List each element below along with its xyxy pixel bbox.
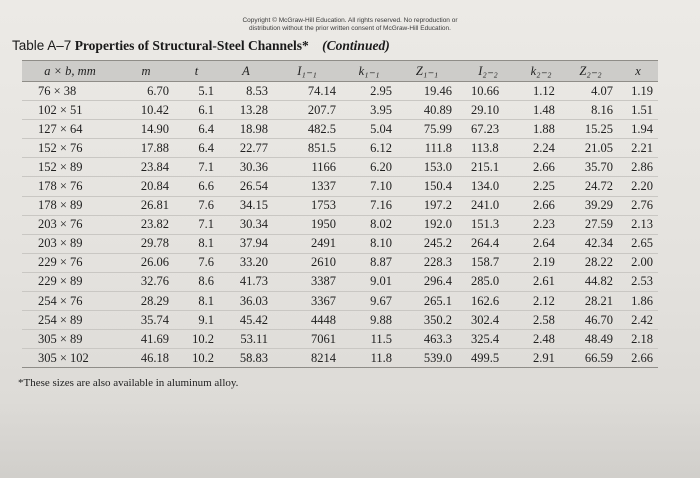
value-cell: 41.73: [219, 272, 273, 291]
size-cell: 254 × 76: [22, 292, 118, 311]
value-cell: 2.61: [519, 272, 563, 291]
value-cell: 1166: [273, 158, 341, 177]
table-body: [22, 82, 658, 368]
table-row: [22, 82, 658, 101]
value-cell: 37.94: [219, 234, 273, 253]
value-cell: 150.4: [397, 177, 457, 196]
value-cell: 10.42: [118, 101, 174, 120]
value-cell: 2.86: [618, 158, 658, 177]
value-cell: 4448: [273, 311, 341, 330]
value-cell: 2.95: [341, 82, 397, 101]
footnote: *These sizes are also available in aluminum alloy.: [18, 377, 239, 389]
size-cell: 305 × 89: [22, 330, 118, 349]
size-cell: 203 × 89: [22, 234, 118, 253]
value-cell: 7.6: [174, 253, 219, 272]
value-cell: 2.48: [519, 330, 563, 349]
value-cell: 10.2: [174, 349, 219, 368]
value-cell: 1.86: [618, 292, 658, 311]
value-cell: 7.16: [341, 196, 397, 215]
value-cell: 111.8: [397, 139, 457, 158]
value-cell: 134.0: [457, 177, 519, 196]
table-row: [22, 234, 658, 253]
size-cell: 203 × 76: [22, 215, 118, 234]
value-cell: 26.54: [219, 177, 273, 196]
table-title: [12, 38, 390, 54]
value-cell: 21.05: [563, 139, 618, 158]
value-cell: 6.20: [341, 158, 397, 177]
copyright-line-1: Copyright © McGraw-Hill Education. All rights reserved. No reproduction or: [242, 17, 458, 24]
value-cell: 2.24: [519, 139, 563, 158]
value-cell: 482.5: [273, 120, 341, 139]
value-cell: 5.04: [341, 120, 397, 139]
value-cell: 35.74: [118, 311, 174, 330]
value-cell: 8.02: [341, 215, 397, 234]
value-cell: 6.1: [174, 101, 219, 120]
value-cell: 207.7: [273, 101, 341, 120]
value-cell: 153.0: [397, 158, 457, 177]
value-cell: 2.76: [618, 196, 658, 215]
value-cell: 14.90: [118, 120, 174, 139]
value-cell: 48.49: [563, 330, 618, 349]
table-row: [22, 177, 658, 196]
value-cell: 265.1: [397, 292, 457, 311]
size-cell: 178 × 89: [22, 196, 118, 215]
column-header: k₂₋₂: [519, 61, 563, 82]
value-cell: 35.70: [563, 158, 618, 177]
table-row: [22, 196, 658, 215]
value-cell: 2.19: [519, 253, 563, 272]
column-header: a × b, mm: [22, 61, 118, 82]
value-cell: 162.6: [457, 292, 519, 311]
value-cell: 7.6: [174, 196, 219, 215]
value-cell: 264.4: [457, 234, 519, 253]
value-cell: 241.0: [457, 196, 519, 215]
value-cell: 463.3: [397, 330, 457, 349]
column-header: Z₂₋₂: [563, 61, 618, 82]
table-row: [22, 101, 658, 120]
value-cell: 66.59: [563, 349, 618, 368]
value-cell: 1950: [273, 215, 341, 234]
table-row: [22, 272, 658, 291]
value-cell: 2.66: [618, 349, 658, 368]
value-cell: 5.1: [174, 82, 219, 101]
value-cell: 28.21: [563, 292, 618, 311]
value-cell: 42.34: [563, 234, 618, 253]
value-cell: 302.4: [457, 311, 519, 330]
value-cell: 2.23: [519, 215, 563, 234]
size-cell: 178 × 76: [22, 177, 118, 196]
value-cell: 9.88: [341, 311, 397, 330]
value-cell: 151.3: [457, 215, 519, 234]
value-cell: 499.5: [457, 349, 519, 368]
value-cell: 2.66: [519, 196, 563, 215]
value-cell: 2.42: [618, 311, 658, 330]
value-cell: 27.59: [563, 215, 618, 234]
value-cell: 2.21: [618, 139, 658, 158]
table-row: [22, 330, 658, 349]
size-cell: 76 × 38: [22, 82, 118, 101]
value-cell: 33.20: [219, 253, 273, 272]
value-cell: 539.0: [397, 349, 457, 368]
value-cell: 6.12: [341, 139, 397, 158]
value-cell: 26.81: [118, 196, 174, 215]
value-cell: 2.18: [618, 330, 658, 349]
value-cell: 46.18: [118, 349, 174, 368]
value-cell: 8.6: [174, 272, 219, 291]
size-cell: 305 × 102: [22, 349, 118, 368]
value-cell: 325.4: [457, 330, 519, 349]
value-cell: 192.0: [397, 215, 457, 234]
value-cell: 18.98: [219, 120, 273, 139]
table-row: [22, 349, 658, 368]
value-cell: 3.95: [341, 101, 397, 120]
value-cell: 1337: [273, 177, 341, 196]
size-cell: 254 × 89: [22, 311, 118, 330]
value-cell: 11.8: [341, 349, 397, 368]
value-cell: 24.72: [563, 177, 618, 196]
value-cell: 28.29: [118, 292, 174, 311]
column-header: t: [174, 61, 219, 82]
value-cell: 13.28: [219, 101, 273, 120]
table-row: [22, 292, 658, 311]
value-cell: 1.51: [618, 101, 658, 120]
value-cell: 44.82: [563, 272, 618, 291]
value-cell: 2.00: [618, 253, 658, 272]
value-cell: 2.91: [519, 349, 563, 368]
value-cell: 296.4: [397, 272, 457, 291]
value-cell: 2.12: [519, 292, 563, 311]
value-cell: 22.77: [219, 139, 273, 158]
value-cell: 4.07: [563, 82, 618, 101]
value-cell: 36.03: [219, 292, 273, 311]
value-cell: 19.46: [397, 82, 457, 101]
value-cell: 2.20: [618, 177, 658, 196]
value-cell: 1.19: [618, 82, 658, 101]
copyright-notice: [0, 17, 700, 32]
size-cell: 152 × 89: [22, 158, 118, 177]
value-cell: 1.88: [519, 120, 563, 139]
value-cell: 2.65: [618, 234, 658, 253]
value-cell: 17.88: [118, 139, 174, 158]
channels-table: [22, 60, 658, 368]
value-cell: 2.53: [618, 272, 658, 291]
value-cell: 2.64: [519, 234, 563, 253]
value-cell: 30.36: [219, 158, 273, 177]
value-cell: 2.25: [519, 177, 563, 196]
value-cell: 1.48: [519, 101, 563, 120]
value-cell: 23.82: [118, 215, 174, 234]
value-cell: 7.10: [341, 177, 397, 196]
value-cell: 10.2: [174, 330, 219, 349]
value-cell: 8.1: [174, 292, 219, 311]
value-cell: 28.22: [563, 253, 618, 272]
column-header: I₂₋₂: [457, 61, 519, 82]
value-cell: 67.23: [457, 120, 519, 139]
value-cell: 8.10: [341, 234, 397, 253]
value-cell: 8.53: [219, 82, 273, 101]
table-name: Properties of Structural-Steel Channels*: [74, 38, 309, 53]
table-row: [22, 311, 658, 330]
value-cell: 1.12: [519, 82, 563, 101]
value-cell: 34.15: [219, 196, 273, 215]
value-cell: 6.4: [174, 120, 219, 139]
value-cell: 41.69: [118, 330, 174, 349]
page-shadow: [0, 400, 700, 478]
value-cell: 285.0: [457, 272, 519, 291]
value-cell: 228.3: [397, 253, 457, 272]
value-cell: 74.14: [273, 82, 341, 101]
value-cell: 215.1: [457, 158, 519, 177]
value-cell: 851.5: [273, 139, 341, 158]
value-cell: 2.58: [519, 311, 563, 330]
value-cell: 9.1: [174, 311, 219, 330]
value-cell: 1753: [273, 196, 341, 215]
value-cell: 8214: [273, 349, 341, 368]
value-cell: 7061: [273, 330, 341, 349]
column-header: k₁₋₁: [341, 61, 397, 82]
value-cell: 32.76: [118, 272, 174, 291]
value-cell: 75.99: [397, 120, 457, 139]
value-cell: 7.1: [174, 158, 219, 177]
value-cell: 8.87: [341, 253, 397, 272]
table-row: [22, 215, 658, 234]
value-cell: 3367: [273, 292, 341, 311]
column-header: A: [219, 61, 273, 82]
value-cell: 2.66: [519, 158, 563, 177]
table-number: Table A–7: [12, 38, 72, 53]
value-cell: 6.70: [118, 82, 174, 101]
value-cell: 20.84: [118, 177, 174, 196]
value-cell: 30.34: [219, 215, 273, 234]
value-cell: 197.2: [397, 196, 457, 215]
size-cell: 127 × 64: [22, 120, 118, 139]
value-cell: 11.5: [341, 330, 397, 349]
value-cell: 8.16: [563, 101, 618, 120]
value-cell: 58.83: [219, 349, 273, 368]
size-cell: 229 × 89: [22, 272, 118, 291]
column-header: I₁₋₁: [273, 61, 341, 82]
value-cell: 158.7: [457, 253, 519, 272]
value-cell: 350.2: [397, 311, 457, 330]
value-cell: 29.78: [118, 234, 174, 253]
value-cell: 40.89: [397, 101, 457, 120]
size-cell: 152 × 76: [22, 139, 118, 158]
size-cell: 102 × 51: [22, 101, 118, 120]
column-header: m: [118, 61, 174, 82]
value-cell: 2610: [273, 253, 341, 272]
value-cell: 45.42: [219, 311, 273, 330]
size-cell: 229 × 76: [22, 253, 118, 272]
column-header: x: [618, 61, 658, 82]
header-row: [22, 61, 658, 82]
value-cell: 7.1: [174, 215, 219, 234]
value-cell: 2491: [273, 234, 341, 253]
value-cell: 29.10: [457, 101, 519, 120]
value-cell: 39.29: [563, 196, 618, 215]
value-cell: 9.01: [341, 272, 397, 291]
value-cell: 9.67: [341, 292, 397, 311]
value-cell: 113.8: [457, 139, 519, 158]
copyright-line-2: distribution without the prior written consent of McGraw-Hill Education.: [249, 24, 451, 32]
table-row: [22, 158, 658, 177]
value-cell: 26.06: [118, 253, 174, 272]
value-cell: 46.70: [563, 311, 618, 330]
table-continued: (Continued): [322, 38, 390, 53]
table-row: [22, 120, 658, 139]
value-cell: 6.6: [174, 177, 219, 196]
column-header: Z₁₋₁: [397, 61, 457, 82]
value-cell: 10.66: [457, 82, 519, 101]
value-cell: 53.11: [219, 330, 273, 349]
table-row: [22, 253, 658, 272]
table-row: [22, 139, 658, 158]
value-cell: 6.4: [174, 139, 219, 158]
value-cell: 2.13: [618, 215, 658, 234]
value-cell: 1.94: [618, 120, 658, 139]
value-cell: 23.84: [118, 158, 174, 177]
value-cell: 15.25: [563, 120, 618, 139]
value-cell: 245.2: [397, 234, 457, 253]
value-cell: 8.1: [174, 234, 219, 253]
value-cell: 3387: [273, 272, 341, 291]
